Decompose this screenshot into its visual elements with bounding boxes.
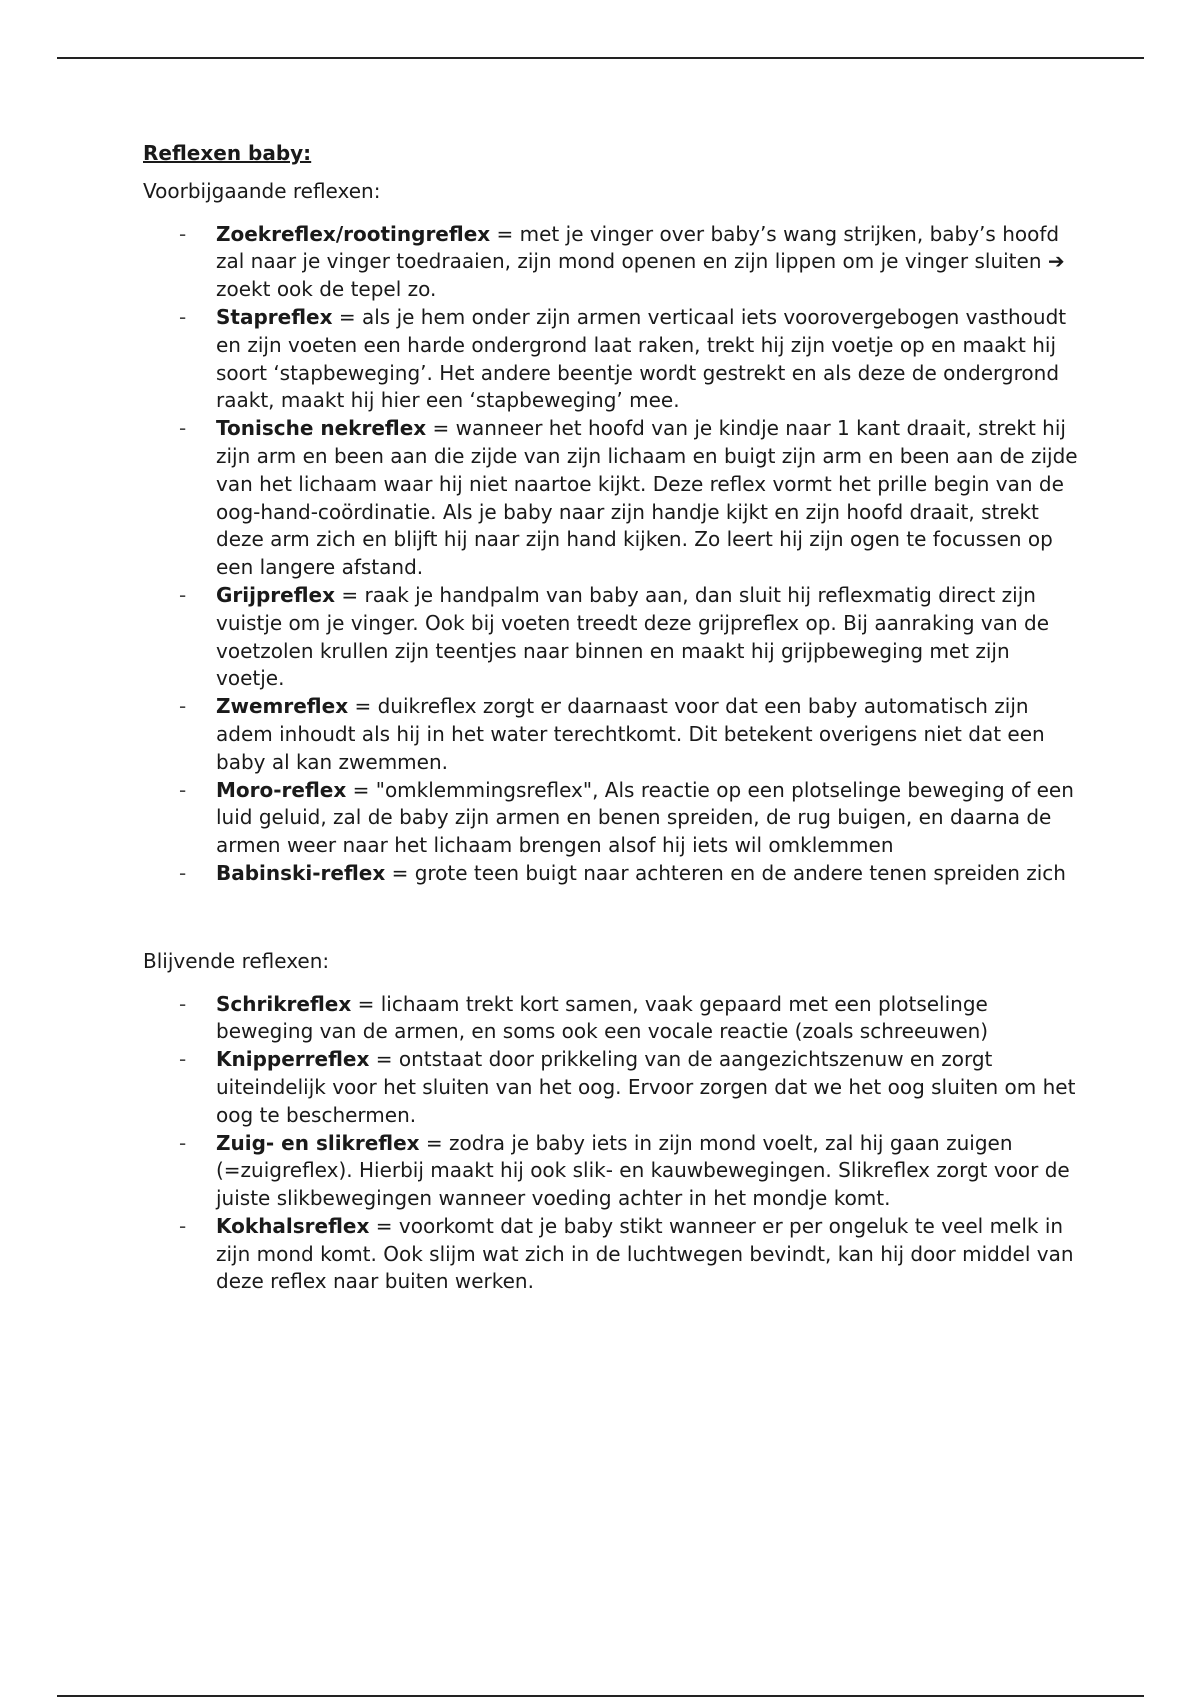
reflex-description: = grote teen buigt naar achteren en de andere tenen spreiden zich bbox=[385, 860, 1066, 885]
bullet-dash: - bbox=[179, 991, 187, 1016]
list-item bbox=[143, 304, 1083, 415]
bullet-dash: - bbox=[179, 860, 187, 885]
reflex-list-voorbijgaande bbox=[143, 221, 1083, 888]
list-item bbox=[143, 777, 1083, 860]
bullet-dash: - bbox=[179, 1047, 187, 1072]
bullet-dash: - bbox=[179, 1130, 187, 1155]
list-item bbox=[143, 221, 1083, 304]
bullet-dash: - bbox=[179, 304, 187, 329]
reflex-term: Knipperreflex bbox=[216, 1047, 370, 1072]
section-label-blijvende: Blijvende reflexen: bbox=[143, 948, 330, 973]
list-item bbox=[143, 1046, 1083, 1129]
reflex-term: Zoekreflex/rootingreflex bbox=[216, 221, 491, 246]
list-item bbox=[143, 860, 1083, 888]
list-item bbox=[143, 1213, 1083, 1296]
list-item bbox=[143, 415, 1083, 582]
bullet-dash: - bbox=[179, 694, 187, 719]
reflex-term: Moro-reflex bbox=[216, 777, 347, 802]
bullet-dash: - bbox=[179, 221, 187, 246]
reflex-description: = lichaam trekt kort samen, vaak gepaard met een plotselinge beweging van de armen, en soms ook een vocale reactie (zoals schreeuwen) bbox=[216, 991, 989, 1044]
bullet-dash: - bbox=[179, 1213, 187, 1238]
section-label-voorbijgaande: Voorbijgaande reflexen: bbox=[143, 178, 381, 203]
reflex-description: = "omklemmingsreflex", Als reactie op een plotselinge beweging of een luid geluid, zal de baby zijn armen en benen spreiden, de rug buigen, en daarna de armen weer naar het lichaam brengen alsof hij iets wil omklemmen bbox=[216, 777, 1074, 858]
reflex-term: Schrikreflex bbox=[216, 991, 352, 1016]
list-item bbox=[143, 693, 1083, 776]
page-title: Reflexen baby: bbox=[143, 141, 312, 165]
reflex-description: = wanneer het hoofd van je kindje naar 1 kant draait, strekt hij zijn arm en been aan die zijde van zijn lichaam en buigt zijn arm en been aan de zijde van het lichaam waar hij niet naartoe kijkt. Deze reflex vormt het prille begin van de oog-hand-coördinatie. Als je baby naar zijn handje kijkt en zijn hoofd draait, strekt deze arm zich en blijft hij naar zijn hand kijken. Zo leert hij zijn ogen te focussen op een langere afstand. bbox=[216, 416, 1078, 580]
list-item bbox=[143, 1130, 1083, 1213]
reflex-term: Kokhalsreflex bbox=[216, 1213, 370, 1238]
bullet-dash: - bbox=[179, 777, 187, 802]
reflex-term: Zwemreflex bbox=[216, 694, 349, 719]
bullet-dash: - bbox=[179, 416, 187, 441]
reflex-description: = voorkomt dat je baby stikt wanneer er per ongeluk te veel melk in zijn mond komt. Ook slijm wat zich in de luchtwegen bevindt, kan hij door middel van deze reflex naar buiten werken. bbox=[216, 1213, 1074, 1294]
reflex-term: Tonische nekreflex bbox=[216, 416, 427, 441]
reflex-list-blijvende bbox=[143, 991, 1083, 1297]
reflex-description: = zodra je baby iets in zijn mond voelt, zal hij gaan zuigen (=zuigreflex). Hierbij maakt hij ook slik- en kauwbewegingen. Slikreflex zorgt voor de juiste slikbewegingen wanneer voeding achter in het mondje komt. bbox=[216, 1130, 1070, 1211]
reflex-description: = als je hem onder zijn armen verticaal iets voorovergebogen vasthoudt en zijn voeten een harde ondergrond laat raken, trekt hij zijn voetje op en maakt hij soort ‘stapbeweging’. Het andere beentje wordt gestrekt en als deze de ondergrond raakt, maakt hij hier een ‘stapbeweging’ mee. bbox=[216, 304, 1067, 413]
reflex-description: = duikreflex zorgt er daarnaast voor dat een baby automatisch zijn adem inhoudt als hij in het water terechtkomt. Dit betekent overigens niet dat een baby al kan zwemmen. bbox=[216, 694, 1045, 774]
reflex-description: = ontstaat door prikkeling van de aangezichtszenuw en zorgt uiteindelijk voor het sluiten van het oog. Ervoor zorgen dat we het oog sluiten om het oog te beschermen. bbox=[216, 1047, 1076, 1127]
reflex-term: Babinski-reflex bbox=[216, 860, 386, 885]
bullet-dash: - bbox=[179, 582, 187, 607]
reflex-term: Zuig- en slikreflex bbox=[216, 1130, 420, 1155]
reflex-description: = raak je handpalm van baby aan, dan sluit hij reflexmatig direct zijn vuistje om je vinger. Ook bij voeten treedt deze grijpreflex op. Bij aanraking van de voetzolen krullen zijn teentjes naar binnen en maakt hij grijpbeweging met zijn voetje. bbox=[216, 582, 1049, 691]
reflex-term: Grijpreflex bbox=[216, 582, 336, 607]
reflex-term: Stapreflex bbox=[216, 304, 333, 329]
reflex-description: = met je vinger over baby’s wang strijken, baby’s hoofd zal naar je vinger toedraaien, zijn mond openen en zijn lippen om je vinger sluiten ➔ zoekt ook de tepel zo. bbox=[216, 221, 1065, 302]
list-item bbox=[143, 582, 1083, 693]
top-rule bbox=[57, 57, 1144, 59]
document-body bbox=[143, 140, 1083, 1296]
list-item bbox=[143, 991, 1083, 1047]
bottom-rule bbox=[57, 1695, 1144, 1697]
